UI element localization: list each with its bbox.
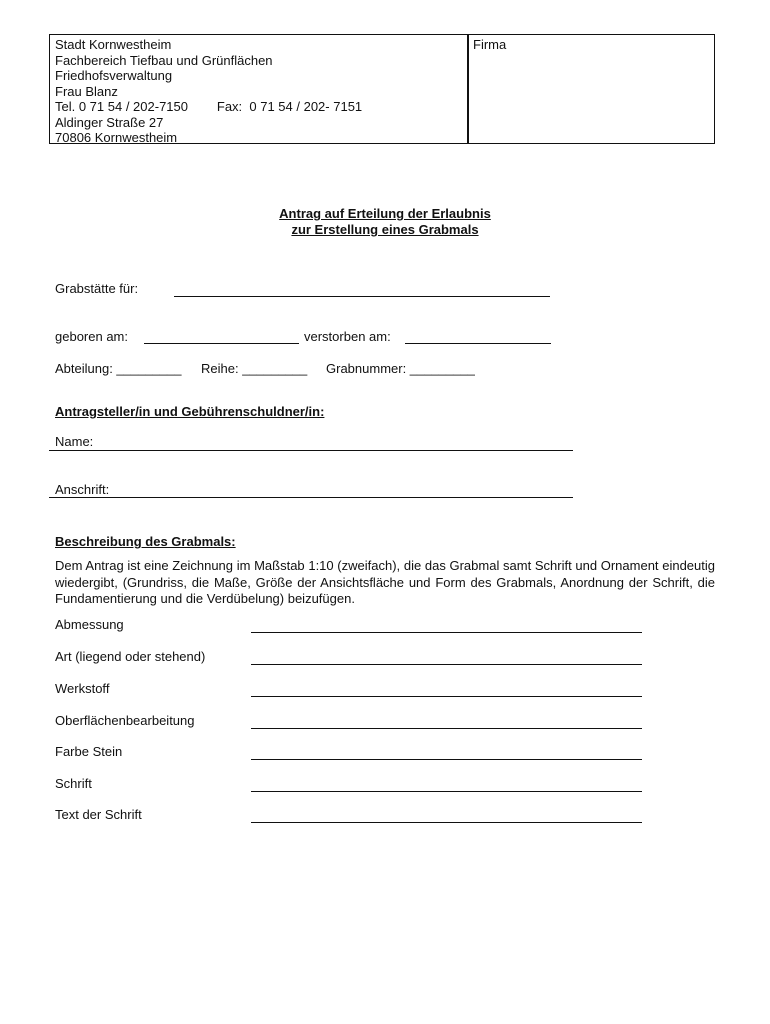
text-der-schrift-field[interactable]	[251, 822, 642, 823]
schrift-field[interactable]	[251, 791, 642, 792]
abmessung-field[interactable]	[251, 632, 642, 633]
grabstaette-label: Grabstätte für:	[55, 281, 139, 296]
werkstoff-label: Werkstoff	[55, 681, 110, 696]
form-title-line2: zur Erstellung eines Grabmals	[291, 222, 479, 237]
address-line: Aldinger Straße 27	[55, 114, 164, 130]
form-title-line1: Antrag auf Erteilung der Erlaubnis	[279, 206, 491, 221]
verstorben-label: verstorben am:	[304, 329, 391, 344]
anschrift-label: Anschrift:	[55, 482, 110, 497]
grabstaette-field[interactable]	[174, 296, 550, 297]
farbe-stein-field[interactable]	[251, 759, 642, 760]
name-field[interactable]	[49, 450, 573, 451]
name-label: Name:	[55, 434, 94, 449]
text-der-schrift-label: Text der Schrift	[55, 807, 142, 822]
address-line: Tel. 0 71 54 / 202-7150 Fax: 0 71 54 / 202- 7151	[55, 99, 363, 114]
address-line: 70806 Kornwestheim	[55, 130, 178, 145]
art-field[interactable]	[251, 664, 642, 665]
description-heading: Beschreibung des Grabmals:	[55, 534, 236, 549]
werkstoff-field[interactable]	[251, 696, 642, 697]
description-text: Dem Antrag ist eine Zeichnung im Maßstab 1:10 (zweifach), die das Grabmal samt Schrift und Ornament eindeutig wiedergibt, (Grundriss, die Maße, Größe der Ansichtsfläche und Form des Grabmals, Anordnung der Schrift, die Fundamentierung und die Verdübelung) beizufügen.	[55, 558, 715, 606]
anschrift-field[interactable]	[49, 497, 573, 498]
address-line: Frau Blanz	[55, 83, 118, 99]
grabnummer-field[interactable]: Grabnummer: _________	[326, 361, 475, 376]
art-label: Art (liegend oder stehend)	[55, 649, 206, 664]
geboren-label: geboren am:	[55, 329, 128, 344]
address-line: Friedhofsverwaltung	[55, 68, 173, 83]
oberflaeche-label: Oberflächenbearbeitung	[55, 713, 195, 728]
geboren-field[interactable]	[144, 343, 299, 344]
schrift-label: Schrift	[55, 776, 92, 791]
address-line: Stadt Kornwestheim	[55, 37, 172, 52]
abteilung-field[interactable]: Abteilung: _________	[55, 361, 182, 376]
verstorben-field[interactable]	[405, 343, 551, 344]
reihe-field[interactable]: Reihe: _________	[201, 361, 308, 376]
sender-address	[55, 37, 362, 146]
address-line: Fachbereich Tiefbau und Grünflächen	[55, 52, 273, 68]
farbe-stein-label: Farbe Stein	[55, 744, 123, 759]
oberflaeche-field[interactable]	[251, 728, 642, 729]
applicant-heading: Antragsteller/in und Gebührenschuldner/in:	[55, 404, 325, 419]
abmessung-label: Abmessung	[55, 617, 124, 632]
header-divider	[467, 34, 469, 144]
firma-label: Firma	[473, 37, 507, 52]
